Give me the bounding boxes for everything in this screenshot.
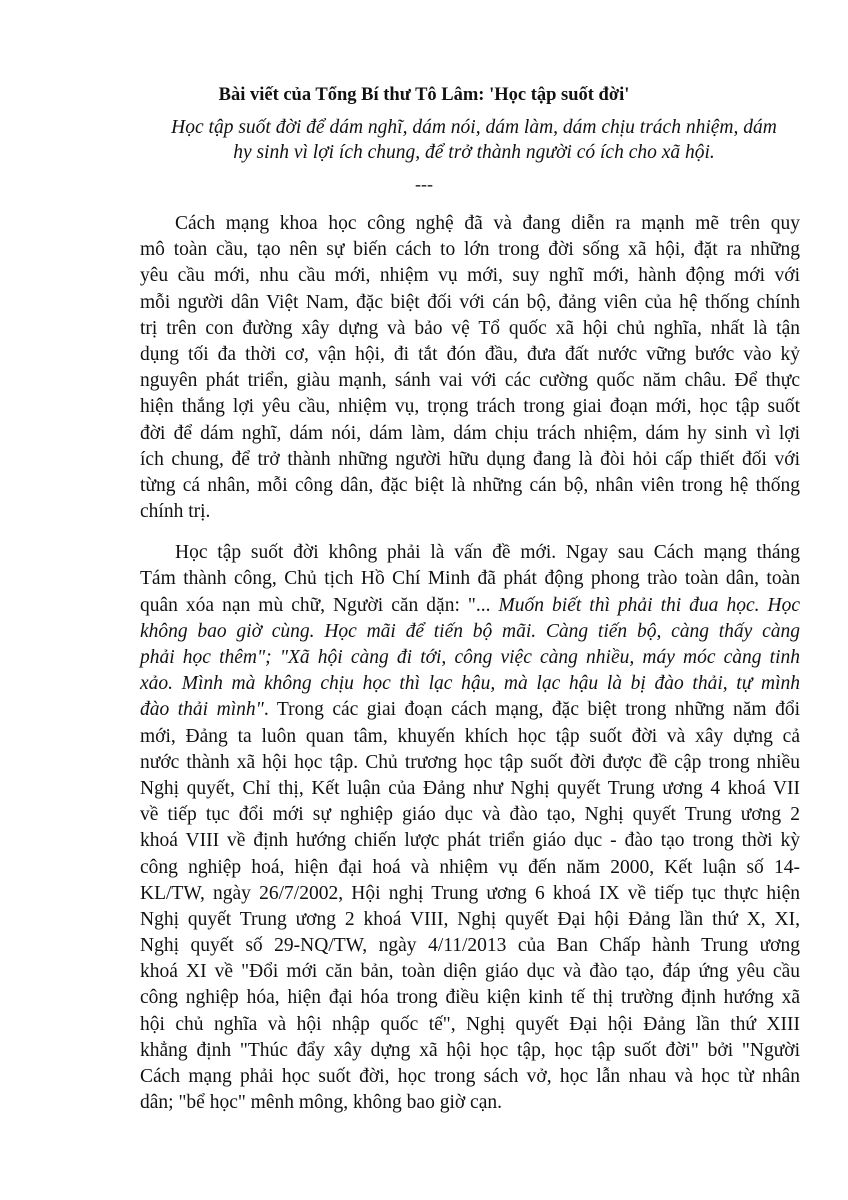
article-title: Bài viết của Tổng Bí thư Tô Lâm: 'Học tập suốt đời' — [218, 85, 630, 105]
separator: --- — [415, 174, 433, 194]
italic-quote-text: không bao giờ cùng. Học mãi để tiến bộ mãi. Càng tiến bộ, càng thấy càng — [140, 620, 800, 642]
text-segment: Cách mạng phải học suốt đời, học trong sách vở, học lẫn nhau và học từ nhân — [140, 1066, 800, 1087]
text-line — [140, 368, 800, 394]
text-line — [140, 776, 800, 802]
text-segment: yêu cầu mới, nhu cầu mới, nhiệm vụ mới, suy nghĩ mới, hành động mới với — [140, 265, 800, 287]
text-segment: về tiếp tục đổi mới sự nghiệp giáo dục và đào tạo, Nghị quyết Trung ương 2 — [140, 804, 800, 826]
text-line — [140, 290, 800, 316]
text-line — [140, 645, 800, 671]
paragraph — [140, 211, 800, 525]
text-line — [140, 447, 800, 473]
text-segment: ích chung, để trở thành những người hữu dụng đang là đòi hỏi cấp thiết đối với — [140, 448, 800, 470]
text-line — [140, 985, 800, 1011]
italic-quote-text: đào thải mình" — [140, 699, 264, 721]
text-segment: công nghiệp hoá, hiện đại hoá và nhiệm vụ đến năm 2000, Kết luận số 14- — [140, 856, 800, 878]
text-line — [140, 1038, 800, 1064]
text-segment: khoá XI về "Đổi mới căn bản, toàn diện giáo dục và đào tạo, đáp ứng yêu cầu — [140, 961, 800, 983]
text-segment: hội chủ nghĩa và hội nhập quốc tế", Nghị quyết Đại hội Đảng lần thứ XIII — [140, 1013, 800, 1035]
text-segment: mô toàn cầu, tạo nên sự biến cách to lớn trong đời sống xã hội, đặt ra những — [140, 239, 800, 261]
text-segment: khẳng định "Thúc đẩy xây dựng xã hội học tập, học tập suốt đời" bởi "Người — [140, 1039, 800, 1061]
text-line — [140, 473, 800, 499]
text-line — [140, 724, 800, 750]
text-segment: Học tập suốt đời không phải là vấn đề mới. Ngay sau Cách mạng tháng — [175, 542, 800, 564]
text-line — [140, 566, 800, 592]
text-segment: hiện thắng lợi yêu cầu, nhiệm vụ, trọng trách trong giai đoạn mới, học tập suốt — [140, 396, 800, 418]
text-segment: đời để dám nghĩ, dám nói, dám làm, dám chịu trách nhiệm, dám hy sinh vì lợi — [140, 422, 800, 444]
text-line — [140, 394, 800, 420]
text-segment: quân xóa nạn mù chữ, Người căn dặn: "... — [140, 594, 499, 616]
text-segment: Nghị quyết Trung ương 2 khoá VIII, Nghị quyết Đại hội Đảng lần thứ X, XI, — [140, 908, 800, 930]
text-segment: Cách mạng khoa học công nghệ đã và đang diễn ra mạnh mẽ trên quy — [175, 213, 800, 234]
text-line — [140, 342, 800, 368]
text-line — [140, 237, 800, 263]
text-line — [140, 671, 800, 697]
italic-quote-text: Muốn biết thì phải thi đua học. Học — [498, 594, 800, 616]
text-segment: dân; "bể học" mênh mông, không bao giờ cạn. — [140, 1092, 502, 1114]
text-line — [140, 316, 800, 342]
text-line — [140, 933, 800, 959]
italic-quote-text: phải học thêm"; "Xã hội càng đi tới, công việc càng nhiều, máy móc càng tinh — [140, 647, 800, 668]
subtitle-line: hy sinh vì lợi ích chung, để trở thành người có ích cho xã hội. — [233, 142, 715, 163]
text-line — [140, 881, 800, 907]
text-segment: công nghiệp hóa, hiện đại hóa trong điều kiện kinh tế thị trường định hướng xã — [140, 987, 800, 1009]
text-segment: chính trị. — [140, 501, 211, 523]
text-segment: mỗi người dân Việt Nam, đặc biệt đối với cán bộ, đảng viên của hệ thống chính — [140, 291, 800, 313]
text-line — [140, 211, 800, 237]
text-segment: nguyên phát triển, giàu mạnh, sánh vai với các cường quốc năm châu. Để thực — [140, 370, 800, 392]
subtitle-line: Học tập suốt đời để dám nghĩ, dám nói, dám làm, dám chịu trách nhiệm, dám — [171, 117, 777, 138]
text-line — [140, 593, 800, 619]
text-line — [140, 619, 800, 645]
text-line — [140, 959, 800, 985]
article-subtitle — [130, 115, 818, 165]
paragraph — [140, 540, 800, 1116]
text-segment: Nghị quyết số 29-NQ/TW, ngày 4/11/2013 của Ban Chấp hành Trung ương — [140, 935, 800, 957]
italic-quote-text: xảo. Mình mà không chịu học thì lạc hậu, mà lạc hậu là bị đào thải, tự mình — [140, 673, 800, 695]
text-line — [140, 421, 800, 447]
text-line — [140, 263, 800, 289]
text-segment: khoá VIII về định hướng chiến lược phát triển giáo dục - đào tạo trong thời kỳ — [140, 830, 800, 852]
text-line — [140, 540, 800, 566]
text-line — [140, 828, 800, 854]
text-segment: . Trong các giai đoạn cách mạng, đặc biệt trong những năm đổi — [263, 699, 800, 721]
text-line — [140, 750, 800, 776]
text-segment: Tám thành công, Chủ tịch Hồ Chí Minh đã phát động phong trào toàn dân, toàn — [140, 568, 800, 590]
text-line — [140, 697, 800, 723]
text-line — [140, 1090, 800, 1116]
text-line — [140, 499, 800, 525]
text-segment: trị trên con đường xây dựng và bảo vệ Tổ quốc xã hội chủ nghĩa, nhất là tận — [140, 317, 800, 339]
text-segment: dụng tối đa thời cơ, vận hội, đi tắt đón đầu, đưa đất nước vững bước vào kỷ — [140, 343, 800, 365]
text-line — [140, 907, 800, 933]
text-segment: KL/TW, ngày 26/7/2002, Hội nghị Trung ương 6 khoá IX về tiếp tục thực hiện — [140, 882, 800, 904]
text-line — [140, 1012, 800, 1038]
text-line — [140, 855, 800, 881]
article-body — [140, 211, 800, 1131]
text-segment: nước thành xã hội học tập. Chủ trương học tập suốt đời được đề cập trong nhiều — [140, 751, 800, 773]
text-segment: Nghị quyết, Chỉ thị, Kết luận của Đảng như Nghị quyết Trung ương 4 khoá VII — [140, 777, 800, 799]
text-line — [140, 1064, 800, 1090]
text-segment: từng cá nhân, mỗi công dân, đặc biệt là những cán bộ, nhân viên trong hệ thống — [140, 474, 800, 496]
text-segment: mới, Đảng ta luôn quan tâm, khuyến khích học tập suốt đời và xây dựng cả — [140, 725, 800, 747]
text-line — [140, 802, 800, 828]
